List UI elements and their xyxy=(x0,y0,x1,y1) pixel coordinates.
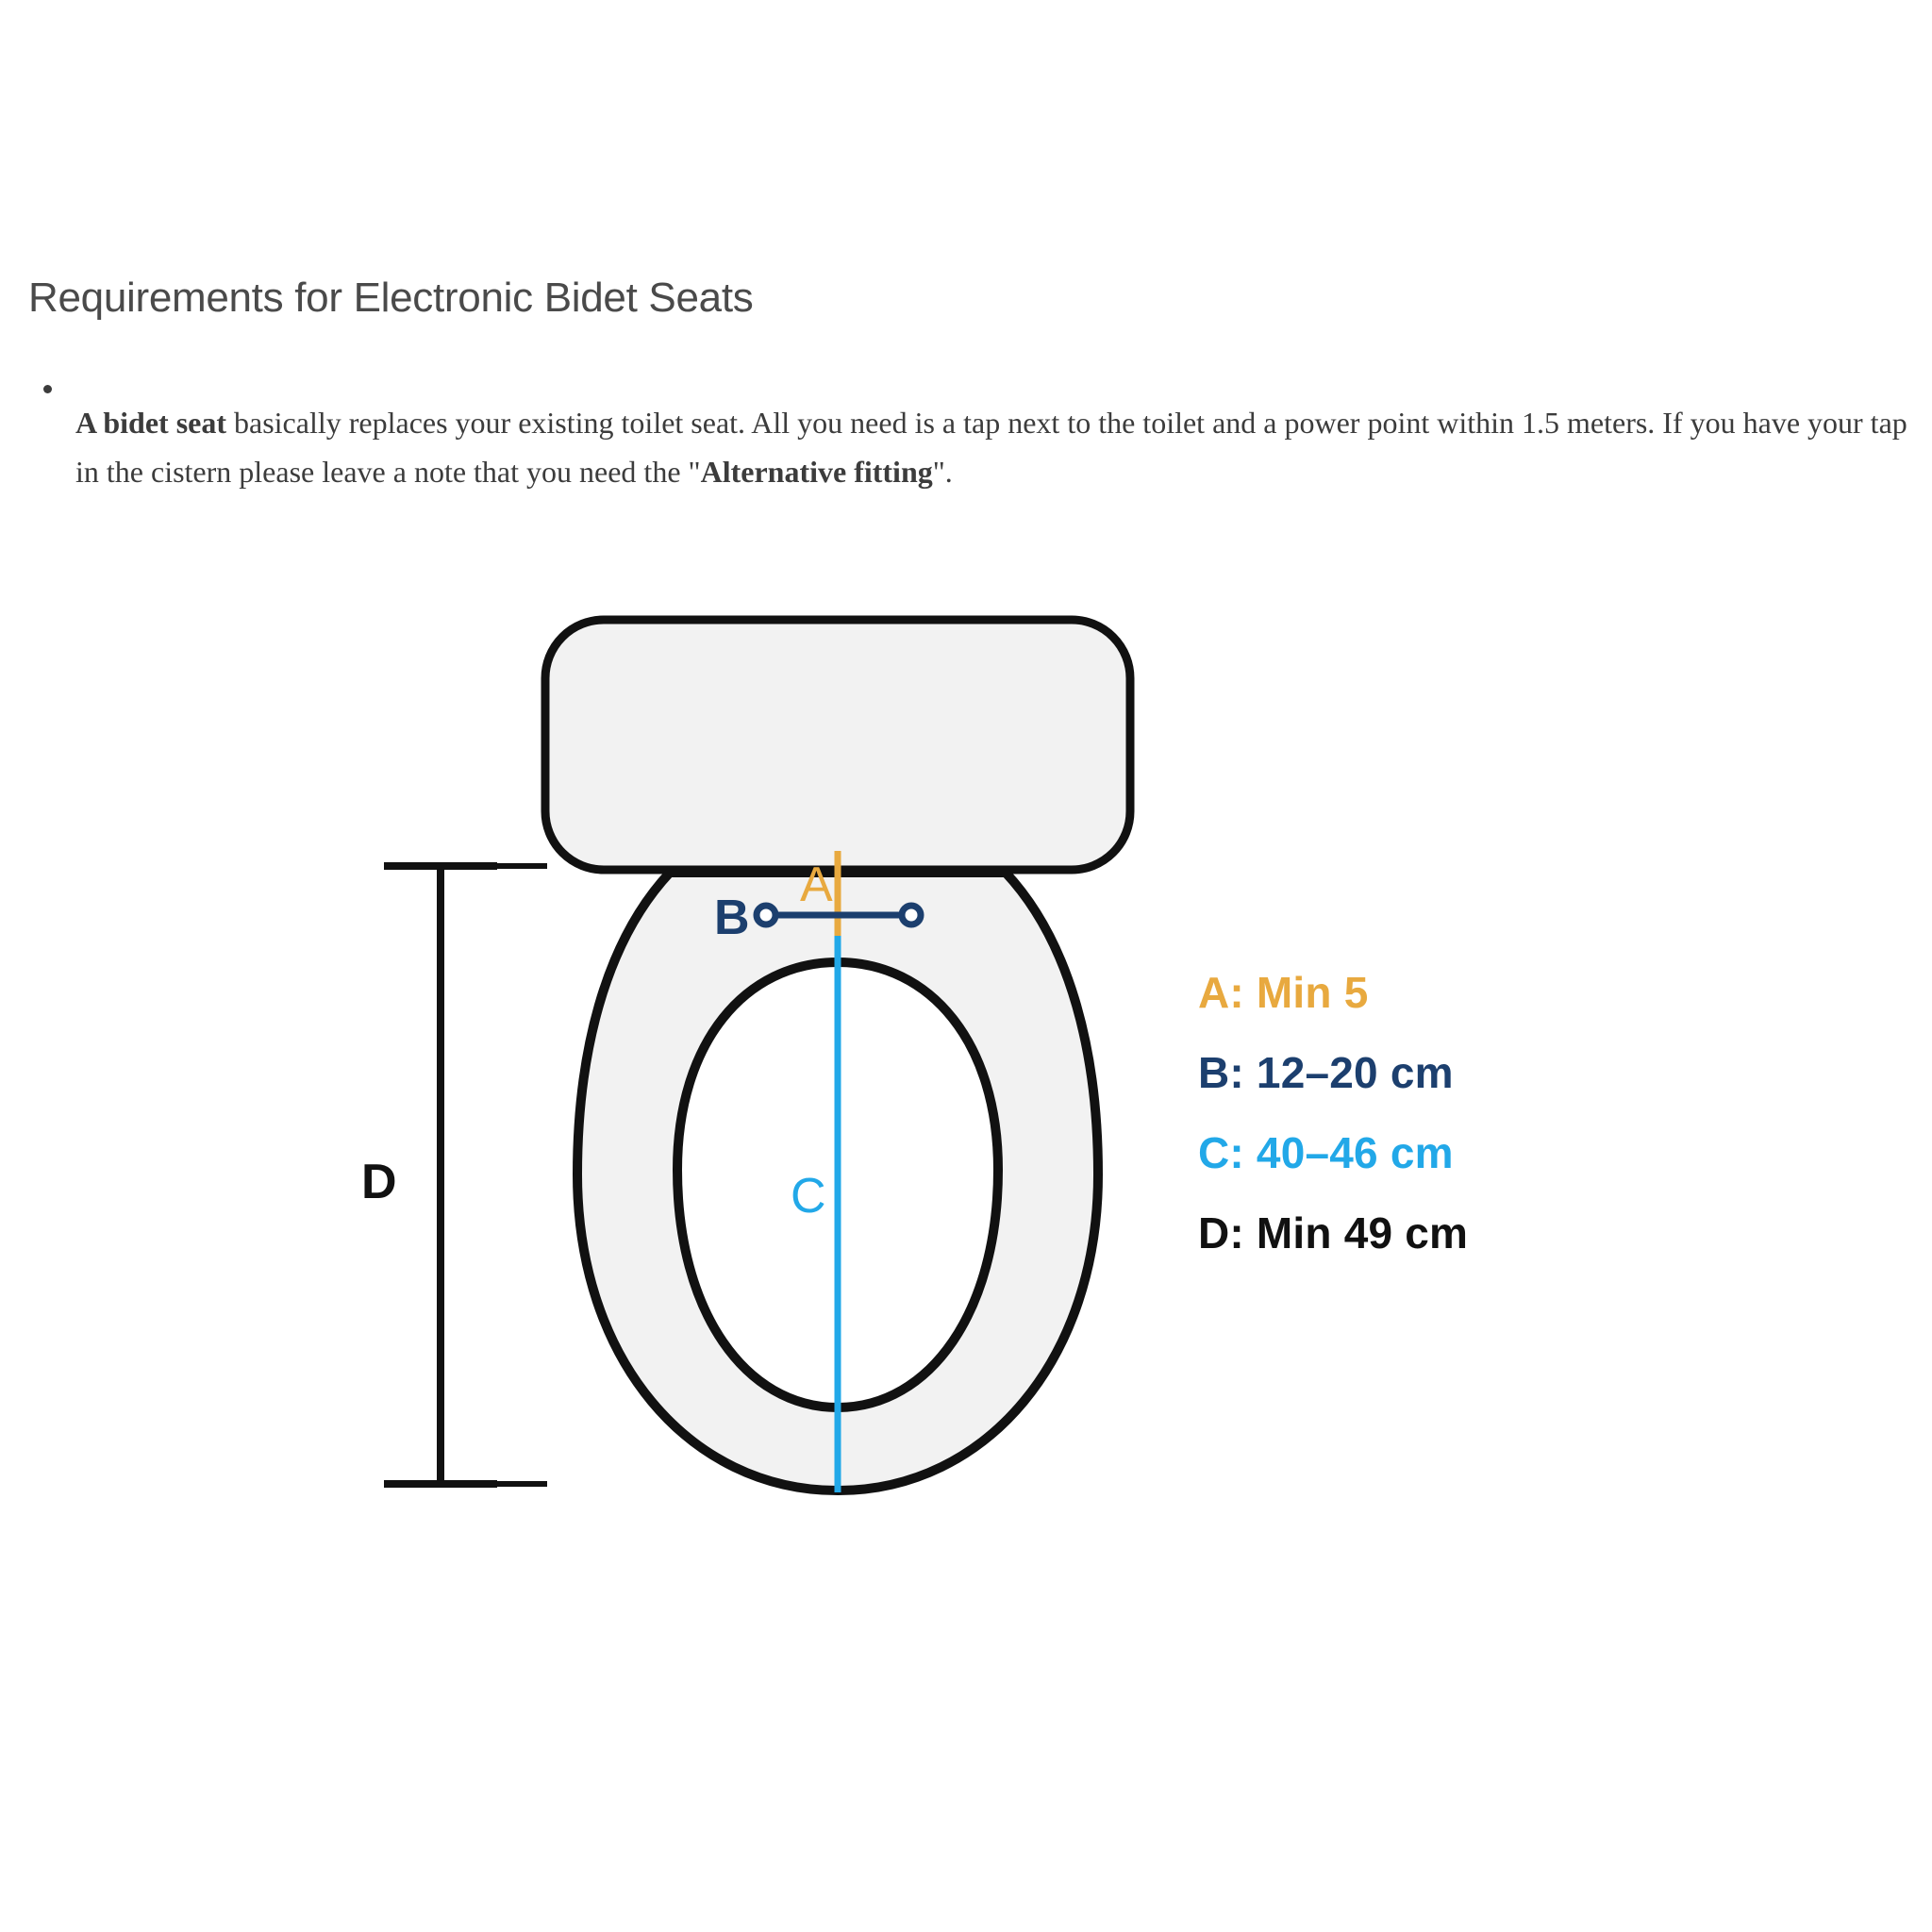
bullet-text xyxy=(75,398,1920,496)
dimension-legend xyxy=(1198,953,1802,1274)
cistern-shape xyxy=(545,620,1130,870)
bullet-body-1: basically replaces your existing toilet seat. All you need is a tap next to the toilet and a power point within 1.5 meters. If you have your tap in the cistern please leave a note that you need the " xyxy=(75,406,1907,489)
bullet-lead: A bidet seat xyxy=(75,406,226,440)
label-d: D xyxy=(361,1155,397,1209)
legend-item-c: C: 40–46 cm xyxy=(1198,1128,1454,1177)
bullet-body-2: ". xyxy=(932,455,953,489)
bullet-emphasis: Alternative fitting xyxy=(700,455,933,489)
label-c: C xyxy=(791,1169,826,1224)
page-title: Requirements for Electronic Bidet Seats xyxy=(28,275,754,322)
bullet-dot-icon xyxy=(43,385,52,393)
label-b: B xyxy=(714,891,750,945)
bolt-hole-left-icon xyxy=(757,906,775,924)
legend-item-a: A: Min 5 xyxy=(1198,968,1369,1017)
legend-item-b: B: 12–20 cm xyxy=(1198,1048,1454,1097)
label-a: A xyxy=(800,858,833,912)
bolt-hole-right-icon xyxy=(902,906,921,924)
legend-item-d: D: Min 49 cm xyxy=(1198,1208,1469,1257)
